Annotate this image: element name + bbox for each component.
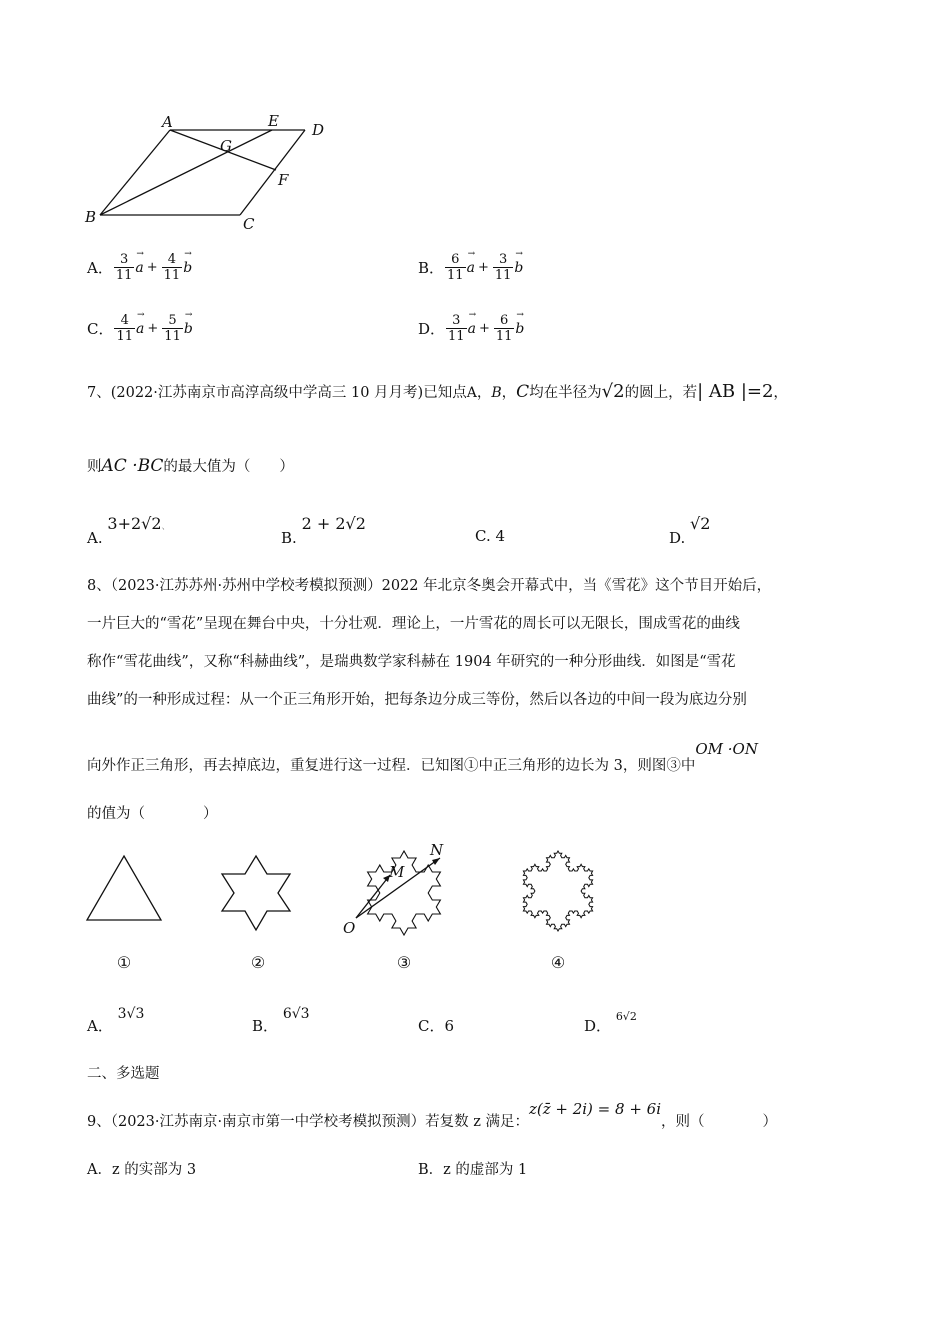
vector-b: → b: [183, 260, 192, 276]
point-b: B: [491, 385, 502, 401]
option-value: 3+2√2: [107, 514, 162, 533]
arrowhead-n-icon: [432, 858, 440, 865]
label-o: O: [343, 919, 356, 937]
option-value: 6√2: [615, 1010, 637, 1023]
option-text: z 的虚部为 1: [443, 1162, 528, 1178]
q8-option-a[interactable]: [87, 1002, 145, 1035]
denominator: 11: [447, 268, 464, 283]
sqrt-two: √2: [601, 381, 625, 402]
option-label: B.: [281, 529, 297, 547]
q7-line-1: [87, 381, 788, 402]
option-label: C. 4: [475, 527, 506, 545]
option-label: D．: [584, 1017, 612, 1035]
q7-stem-start: 7、(2022·江苏南京市高淳高级中学高三 10 月月考)已知点: [87, 385, 467, 401]
fraction: [114, 252, 135, 283]
label-n: N: [430, 841, 444, 859]
caption-1: ①: [116, 953, 132, 972]
option-value: 2 + 2√2: [301, 514, 366, 533]
label-g: G: [220, 137, 232, 155]
numerator: 4: [114, 313, 135, 329]
label-d: D: [312, 121, 325, 139]
q7-line-2: [87, 455, 294, 476]
q7-option-a[interactable]: [87, 514, 171, 547]
vector-b: → b: [515, 321, 524, 337]
option-label: A．: [87, 259, 113, 277]
fraction: [493, 252, 514, 283]
numerator: 6: [445, 252, 466, 268]
option-label: A．: [87, 1017, 113, 1035]
q8-line-3: 称作“雪花曲线”，又称“科赫曲线”，是瑞典数学家科赫在 1904 年研究的一种分形曲线．如图是“雪花: [87, 654, 736, 670]
denominator: 11: [495, 329, 513, 344]
option-label: B．: [252, 1017, 279, 1035]
numerator: 4: [162, 252, 183, 268]
option-label: C．6: [418, 1017, 455, 1035]
option-tail: 、: [161, 522, 171, 532]
vector-b: → b: [514, 260, 523, 276]
denominator: 11: [164, 329, 181, 344]
fraction: [494, 313, 515, 344]
q8-option-c[interactable]: [418, 1015, 454, 1036]
q9-option-a[interactable]: [87, 1158, 196, 1179]
caption-3: ③: [396, 953, 412, 972]
label-b: B: [85, 208, 97, 226]
plus-sign: +: [478, 321, 490, 336]
separator: ，: [476, 385, 492, 401]
option-label: D.: [669, 529, 686, 547]
numerator: 3: [446, 313, 467, 329]
fraction: [162, 252, 183, 283]
option-value: √2: [690, 514, 711, 533]
separator: ，: [501, 385, 517, 401]
q8-line-2: 一片巨大的“雪花”呈现在舞台中央，十分壮观．理论上，一片雪花的周长可以无限长，围成雪花的曲线: [87, 616, 740, 632]
q9-stem-start: 9、（2023·江苏南京·南京市第一中学校考模拟预测）若复数 z 满足：: [87, 1114, 529, 1130]
q9-stem: [87, 1098, 778, 1130]
plus-sign: +: [147, 321, 159, 336]
q8-option-d[interactable]: [584, 1004, 637, 1035]
vector-b: → b: [184, 321, 193, 337]
segment-be: [100, 130, 272, 215]
option-label: B．: [418, 259, 445, 277]
q7-stem-mid: 均在半径为: [529, 385, 602, 401]
dot-product-expr: OM ·ON: [695, 740, 758, 758]
koch-iteration-4: [523, 851, 592, 931]
option-label: A.: [87, 529, 103, 547]
q8-line-5: [87, 738, 758, 774]
numerator: 3: [114, 252, 135, 268]
denominator: 11: [115, 268, 133, 283]
q6-option-c[interactable]: [87, 313, 193, 344]
plus-sign: +: [477, 260, 489, 275]
edge-ab: [100, 130, 170, 215]
caption-2: ②: [250, 953, 266, 972]
label-a: A: [162, 113, 173, 131]
dot-product-expr: AC ·BC: [101, 456, 164, 476]
option-value: 3√3: [117, 1006, 145, 1022]
q8-line-6: 的值为（ ）: [87, 806, 218, 822]
caption-4: ④: [550, 953, 566, 972]
q7-option-c[interactable]: [475, 527, 505, 545]
vector-a: → a: [468, 321, 476, 337]
label-e: E: [268, 112, 279, 130]
q6-option-a[interactable]: [87, 252, 192, 283]
numerator: 5: [162, 313, 183, 329]
vector-a: → a: [467, 260, 475, 276]
q7-option-d[interactable]: [669, 514, 711, 547]
q8-line-4: 曲线”的一种形成过程：从一个正三角形开始，把每条边分成三等份，然后以各边的中间一段为底边分别: [87, 692, 747, 708]
q7-then: 则: [87, 459, 102, 475]
triangle-figure: [87, 856, 161, 920]
edge-cd: [240, 130, 305, 215]
q7-option-b[interactable]: [281, 514, 366, 547]
fraction: [162, 313, 183, 344]
q6-option-b[interactable]: [418, 252, 523, 283]
label-m: M: [389, 863, 405, 881]
abs-ab: | AB |=2: [697, 381, 774, 402]
option-label: A．: [87, 1162, 112, 1178]
numerator: 6: [494, 313, 515, 329]
separator: ，: [773, 385, 788, 401]
q7-question: 的最大值为（ ）: [163, 459, 294, 475]
q8-stem-end: 向外作正三角形，再去掉底边，重复进行这一过程．已知图①中正三角形的边长为 3，则图③中: [87, 758, 696, 774]
hexagram-figure: [222, 856, 290, 930]
q9-option-b[interactable]: [418, 1158, 527, 1179]
label-c: C: [243, 215, 255, 233]
denominator: 11: [448, 329, 465, 344]
option-value: 6√3: [282, 1006, 310, 1022]
q8-line-1: 8、（2023·江苏苏州·苏州中学校考模拟预测）2022 年北京冬奥会开幕式中，当《雪花》这个节目开始后，: [87, 578, 772, 594]
q8-option-b[interactable]: [252, 1002, 310, 1035]
option-text: z 的实部为 3: [111, 1162, 197, 1178]
vector-om: [356, 875, 390, 918]
fraction: [445, 252, 466, 283]
option-label: D．: [418, 320, 446, 338]
option-label: B．: [418, 1162, 444, 1178]
q9-stem-end: ，则（ ）: [661, 1114, 778, 1130]
fraction: [114, 313, 135, 344]
fraction: [446, 313, 467, 344]
denominator: 11: [163, 268, 181, 283]
section-title: 二、多选题: [87, 1066, 160, 1082]
denominator: 11: [116, 329, 134, 344]
numerator: 3: [493, 252, 514, 268]
complex-equation: z(z̄ + 2i) = 8 + 6i: [528, 1100, 662, 1118]
point-c: C: [516, 382, 530, 402]
option-label: C．: [87, 320, 114, 338]
parallelogram-figure: [80, 110, 340, 235]
denominator: 11: [494, 268, 512, 283]
vector-a: → a: [135, 260, 143, 276]
q6-option-d[interactable]: [418, 313, 524, 344]
snowflake-figures: [80, 838, 620, 978]
point-a: A: [466, 385, 477, 401]
label-f: F: [278, 171, 289, 189]
q7-stem-cond: 的圆上，若: [624, 385, 698, 401]
plus-sign: +: [146, 260, 158, 275]
vector-a: → a: [136, 321, 144, 337]
